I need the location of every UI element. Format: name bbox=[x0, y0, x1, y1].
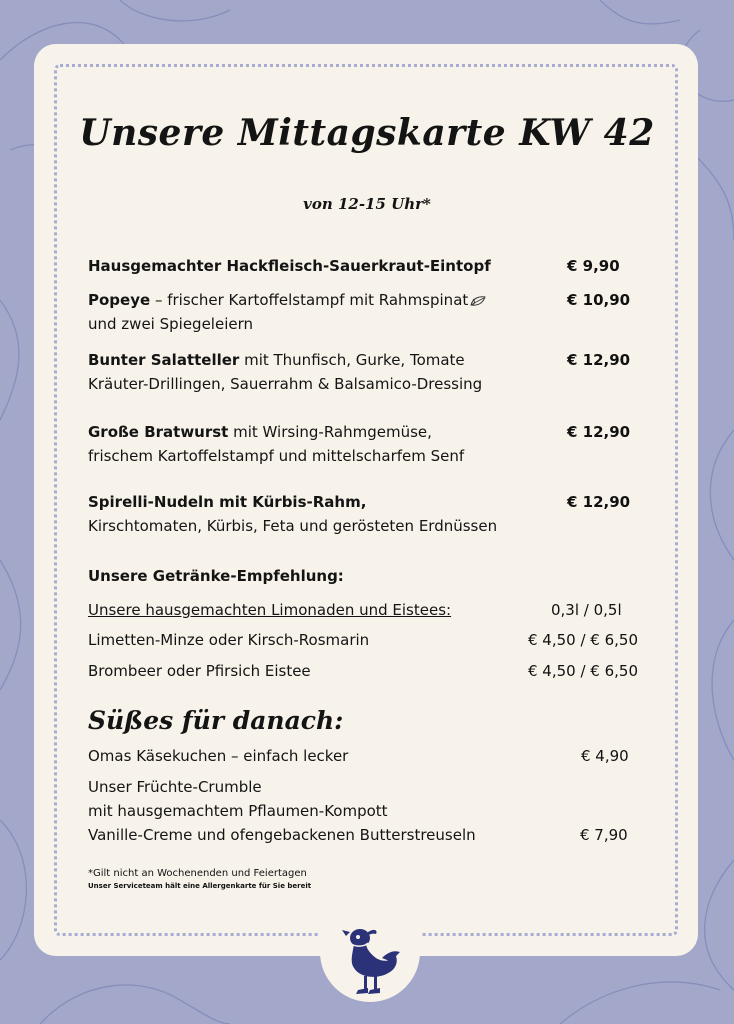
drink-2-name: Brombeer oder Pfirsich Eistee bbox=[88, 662, 311, 680]
dessert-2-line-1: Unser Früchte-Crumble bbox=[88, 778, 262, 796]
dish-2-price: € 10,90 bbox=[567, 291, 631, 309]
dish-4-desc-2: frischem Kartoffelstampf und mittelscharfem Senf bbox=[88, 447, 465, 465]
dish-4-line-1 bbox=[88, 420, 432, 444]
drinks-subheading: Unsere hausgemachten Limonaden und Eistees: bbox=[88, 601, 452, 619]
dish-4-name: Große Bratwurst bbox=[88, 423, 229, 441]
dish-3-desc-2: Kräuter-Drillingen, Sauerrahm & Balsamico-Dressing bbox=[88, 375, 483, 393]
dessert-2-price: € 7,90 bbox=[580, 826, 628, 844]
dish-5-price: € 12,90 bbox=[567, 493, 631, 511]
dish-4-price: € 12,90 bbox=[567, 423, 631, 441]
dish-3-desc-1: mit Thunfisch, Gurke, Tomate bbox=[239, 351, 465, 369]
dish-2-name: Popeye bbox=[88, 291, 151, 309]
dessert-2-line-3: Vanille-Creme und ofengebackenen Butterstreuseln bbox=[88, 826, 476, 844]
drinks-sizes: 0,3l / 0,5l bbox=[551, 601, 622, 619]
drink-1-name: Limetten-Minze oder Kirsch-Rosmarin bbox=[88, 631, 370, 649]
desserts-heading: Süßes für danach: bbox=[88, 706, 344, 735]
dish-2-line-1 bbox=[88, 288, 486, 312]
dish-3-price: € 12,90 bbox=[567, 351, 631, 369]
dessert-2-line-2: mit hausgemachtem Pflaumen-Kompott bbox=[88, 802, 388, 820]
dish-3-line-1 bbox=[88, 348, 465, 372]
dessert-1-name: Omas Käsekuchen – einfach lecker bbox=[88, 747, 349, 765]
dish-2-desc-2: und zwei Spiegeleiern bbox=[88, 315, 253, 333]
serving-hours: von 12-15 Uhr* bbox=[303, 195, 431, 213]
dish-2-desc-1: – frischer Kartoffelstampf mit Rahmspinat bbox=[150, 291, 469, 309]
duck-logo-icon bbox=[338, 922, 402, 1000]
dish-1-price: € 9,90 bbox=[567, 257, 620, 275]
drinks-heading: Unsere Getränke-Empfehlung: bbox=[88, 567, 344, 585]
dish-3-name: Bunter Salatteller bbox=[88, 351, 240, 369]
dish-5-desc-2: Kirschtomaten, Kürbis, Feta und gerösteten Erdnüssen bbox=[88, 517, 498, 535]
allergen-note: Unser Serviceteam hält eine Allergenkarte für Sie bereit bbox=[88, 882, 312, 890]
weekday-note: *Gilt nicht an Wochenenden und Feiertagen bbox=[88, 868, 307, 879]
dish-5-name: Spirelli-Nudeln mit Kürbis-Rahm, bbox=[88, 493, 367, 511]
dish-1-name: Hausgemachter Hackfleisch-Sauerkraut-Eintopf bbox=[88, 257, 491, 275]
drink-2-price: € 4,50 / € 6,50 bbox=[528, 662, 639, 680]
menu-title: Unsere Mittagskarte KW 42 bbox=[79, 112, 655, 154]
drink-1-price: € 4,50 / € 6,50 bbox=[528, 631, 639, 649]
leaf-icon bbox=[470, 295, 486, 307]
dish-4-desc-1: mit Wirsing-Rahmgemüse, bbox=[228, 423, 432, 441]
dessert-1-price: € 4,90 bbox=[581, 747, 629, 765]
